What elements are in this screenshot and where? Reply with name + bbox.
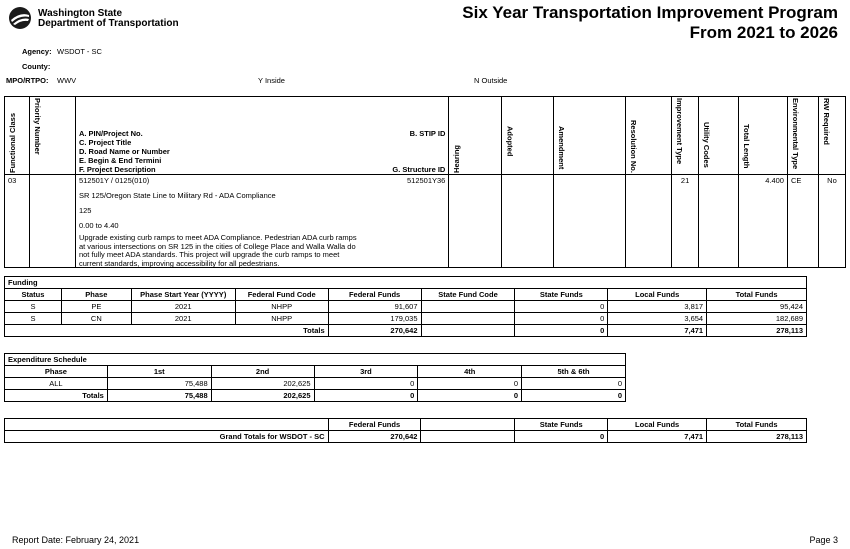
- grand-col-total: Total Funds: [707, 419, 807, 431]
- cell-total-length: 4.400: [739, 175, 788, 268]
- project-stip-id: 512501Y36: [406, 176, 446, 185]
- grand-totals-header-row: [5, 419, 807, 431]
- header-adopted: Adopted: [502, 97, 554, 175]
- funding-total-state: 0: [515, 325, 608, 337]
- grand-total-local: 7,471: [608, 431, 707, 443]
- funding-col-phase: Phase: [61, 289, 131, 301]
- funding-totals-label: Totals: [5, 325, 329, 337]
- funding-col-local-funds: Local Funds: [608, 289, 707, 301]
- mpo-label: MPO/RTPO:: [6, 76, 49, 85]
- project-description: Upgrade existing curb ramps to meet ADA Compliance. Pedestrian ADA curb ramps at various intersections on SR 125 in the cities of College Place and Walla Walla do not fully meet ADA standards. This project will upgrade the curb ramps to meet current standards, improving accessibility for all pedestrians.: [78, 233, 357, 268]
- header-improvement-type: Improvement Type: [672, 97, 699, 175]
- funding-col-total-funds: Total Funds: [707, 289, 807, 301]
- cell-resolution: [626, 175, 672, 268]
- agency-value: WSDOT - SC: [57, 47, 102, 56]
- project-pin: 512501Y / 0125(010): [78, 176, 150, 185]
- cell-improvement-type: 21: [672, 175, 699, 268]
- expenditure-col-1st: 1st: [107, 366, 211, 378]
- header-resolution: Resolution No.: [626, 97, 672, 175]
- expenditure-col-phase: Phase: [5, 366, 108, 378]
- cell-utility-codes: [699, 175, 739, 268]
- grand-total-state: 0: [515, 431, 608, 443]
- report-date: Report Date: February 24, 2021: [12, 535, 140, 545]
- cell-functional-class: 03: [5, 175, 30, 268]
- grand-col-local: Local Funds: [608, 419, 707, 431]
- funding-col-federal-funds: Federal Funds: [328, 289, 421, 301]
- funding-row: S PE 2021 NHPP 91,607 0 3,817 95,424: [5, 301, 807, 313]
- project-table: [4, 96, 846, 268]
- header-environmental-type: Environmental Type: [787, 97, 818, 175]
- funding-col-state-funds: State Funds: [515, 289, 608, 301]
- county-label: County:: [22, 62, 51, 71]
- expenditure-totals-row: Totals 75,488 202,625 0 0 0: [5, 390, 626, 402]
- project-road: 125: [78, 206, 92, 215]
- funding-total-all: 278,113: [707, 325, 807, 337]
- header-amendment: Amendment: [554, 97, 626, 175]
- expenditure-col-5th-6th: 5th & 6th: [522, 366, 626, 378]
- mpo-value: WWV: [57, 76, 77, 85]
- agency-name-line2: Department of Transportation: [38, 18, 179, 29]
- agency-name-line1: Washington State: [38, 8, 123, 19]
- grand-totals-table: [4, 418, 807, 443]
- report-title-line1: Six Year Transportation Improvement Program: [462, 3, 838, 22]
- header-project-fields: A. PIN/Project No. C. Project Title D. Road Name or Number E. Begin & End Termini F. Project Description B. STIP ID G. Structure ID: [75, 97, 448, 175]
- agency-label: Agency:: [22, 47, 52, 56]
- header-functional-class: Functional Class: [5, 97, 30, 175]
- report-title: [462, 3, 838, 43]
- expenditure-totals-label: Totals: [5, 390, 108, 402]
- funding-total-local: 7,471: [608, 325, 707, 337]
- report-title-line2: From 2021 to 2026: [689, 23, 838, 42]
- cell-project-details: [75, 175, 448, 268]
- funding-col-status: Status: [5, 289, 62, 301]
- header-utility-codes: Utility Codes: [699, 97, 739, 175]
- grand-totals-label: Grand Totals for WSDOT - SC: [5, 431, 329, 443]
- project-row: [5, 175, 846, 268]
- expenditure-row: ALL 75,488 202,625 0 0 0: [5, 378, 626, 390]
- funding-col-federal-fund-code: Federal Fund Code: [235, 289, 328, 301]
- funding-section-title: Funding: [5, 277, 807, 289]
- cell-environmental-type: CE: [787, 175, 818, 268]
- cell-amendment: [554, 175, 626, 268]
- outside-indicator: N Outside: [474, 76, 508, 85]
- wsdot-logo-icon: [8, 6, 32, 30]
- inside-indicator: Y Inside: [258, 76, 285, 85]
- page-number: Page 3: [809, 535, 838, 545]
- cell-hearing: [449, 175, 502, 268]
- cell-priority-number: [29, 175, 75, 268]
- cell-adopted: [502, 175, 554, 268]
- grand-total-federal: 270,642: [328, 431, 421, 443]
- project-termini: 0.00 to 4.40: [78, 221, 119, 230]
- expenditure-col-2nd: 2nd: [211, 366, 314, 378]
- funding-col-state-fund-code: State Fund Code: [421, 289, 515, 301]
- grand-totals-row: [5, 431, 807, 443]
- funding-col-phase-start-year: Phase Start Year (YYYY): [131, 289, 235, 301]
- project-title: SR 125/Oregon State Line to Military Rd - ADA Compliance: [78, 191, 276, 200]
- expenditure-table: [4, 353, 626, 402]
- header-priority-number: Priority Number: [29, 97, 75, 175]
- cell-rw-required: No: [818, 175, 845, 268]
- funding-header-row: [5, 289, 807, 301]
- wsdot-logo: [8, 6, 188, 30]
- expenditure-col-4th: 4th: [418, 366, 522, 378]
- expenditure-col-3rd: 3rd: [314, 366, 418, 378]
- expenditure-section-title: Expenditure Schedule: [5, 354, 626, 366]
- funding-total-federal: 270,642: [328, 325, 421, 337]
- grand-col-federal: Federal Funds: [328, 419, 421, 431]
- expenditure-header-row: [5, 366, 626, 378]
- funding-row: S CN 2021 NHPP 179,035 0 3,654 182,689: [5, 313, 807, 325]
- funding-totals-row: [5, 325, 807, 337]
- grand-col-state: State Funds: [515, 419, 608, 431]
- header-total-length: Total Length: [739, 97, 788, 175]
- grand-total-all: 278,113: [707, 431, 807, 443]
- funding-table: [4, 276, 807, 337]
- header-rw-required: RW Required: [818, 97, 845, 175]
- header-hearing: Hearing: [449, 97, 502, 175]
